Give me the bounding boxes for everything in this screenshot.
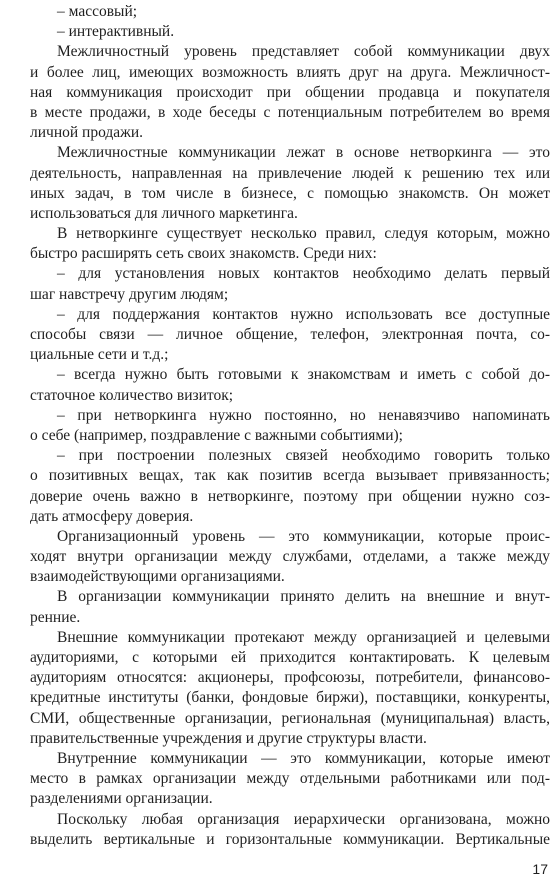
text-line: кредитные институты (банки, фондовые биржи), поставщики, конкуренты,: [30, 689, 550, 707]
text-line: ная коммуникация происходит при общении продавца и покупателя: [30, 83, 550, 101]
text-line: и более лиц, имеющих возможность влиять друг на друга. Межличност-: [30, 63, 550, 81]
text-line: быстро расширять сеть своих знакомств. Среди них:: [30, 245, 377, 263]
text-line: Межличностный уровень представляет собой коммуникации двух: [57, 43, 550, 61]
text-line: аудиториями, с которыми ей приходится контактировать. К целевым: [30, 649, 550, 666]
text-line: правительственные учреждения и другие структуры власти.: [30, 729, 427, 747]
text-line: дать атмосферу доверия.: [30, 507, 194, 525]
page-number: 17: [532, 861, 548, 877]
text-line: о себе (например, поздравление с важными событиями);: [30, 426, 403, 444]
text-line: деятельность, направленная на привлечение людей к решению тех или: [30, 164, 550, 182]
text-line: выделить вертикальные и горизонтальные коммуникации. Вертикальные: [30, 830, 550, 848]
text-line: В организации коммуникации принято делить на внешние и внут-: [57, 588, 550, 606]
text-line: личной продажи.: [30, 124, 144, 142]
text-line: иных задач, в том числе в бизнесе, с помощью знакомств. Он может: [30, 184, 550, 202]
text-line: Внутренние коммуникации — это коммуникации, которые имеют: [57, 749, 550, 767]
text-line: – интерактивный.: [57, 23, 175, 41]
text-line: – при построении полезных связей необходимо говорить только: [57, 447, 550, 465]
text-line: СМИ, общественные организации, региональная (муниципальная) власть,: [30, 709, 550, 727]
text-line: – для поддержания контактов нужно использовать все доступные: [57, 305, 550, 323]
text-line: – для установления новых контактов необходимо делать первый: [57, 265, 550, 283]
text-line: – всегда нужно быть готовыми к знакомствам и иметь с собой до-: [57, 366, 550, 384]
text-line: Поскольку любая организация иерархически организована, можно: [57, 810, 550, 828]
text-line: использоваться для личного маркетинга.: [30, 204, 298, 222]
text-line: место в рамках организации между отдельными работниками или под-: [30, 770, 550, 788]
text-line: ходят внутри организации между службами, отделами, а также между: [30, 548, 550, 566]
text-line: Внешние коммуникации протекают между организацией и целевыми: [57, 628, 550, 646]
text-line: В нетворкинге существует несколько правил, следуя которым, можно: [57, 225, 550, 243]
text-line: взаимодействующими организациями.: [30, 568, 285, 586]
text-line: шаг навстречу другим людям;: [30, 285, 229, 303]
text-line: – при нетворкинга нужно постоянно, но ненавязчиво напоминать: [57, 406, 550, 424]
text-line: способы связи — личное общение, телефон, электронная почта, со-: [30, 326, 550, 343]
text-line: о позитивных вещах, так как позитив всегда вызывает привязанность;: [30, 467, 550, 485]
text-line: Организационный уровень — это коммуникации, которые проис-: [57, 527, 550, 545]
text-line: Межличностные коммуникации лежат в основе нетворкинга — это: [57, 144, 550, 162]
text-line: статочное количество визиток;: [30, 386, 234, 404]
text-line: в месте продажи, в ходе беседы с потенциальным потребителем во время: [30, 103, 550, 121]
text-line: – массовый;: [57, 3, 138, 20]
text-line: ренние.: [30, 608, 81, 626]
text-line: аудиториям относятся: акционеры, профсоюзы, потребители, финансово-: [30, 669, 550, 687]
text-line: доверие очень важно в нетворкинге, поэтому при общении нужно соз-: [30, 487, 550, 505]
page-body: [30, 2, 550, 850]
text-line: разделениями организации.: [30, 790, 213, 808]
text-line: циальные сети и т.д.;: [30, 346, 169, 364]
